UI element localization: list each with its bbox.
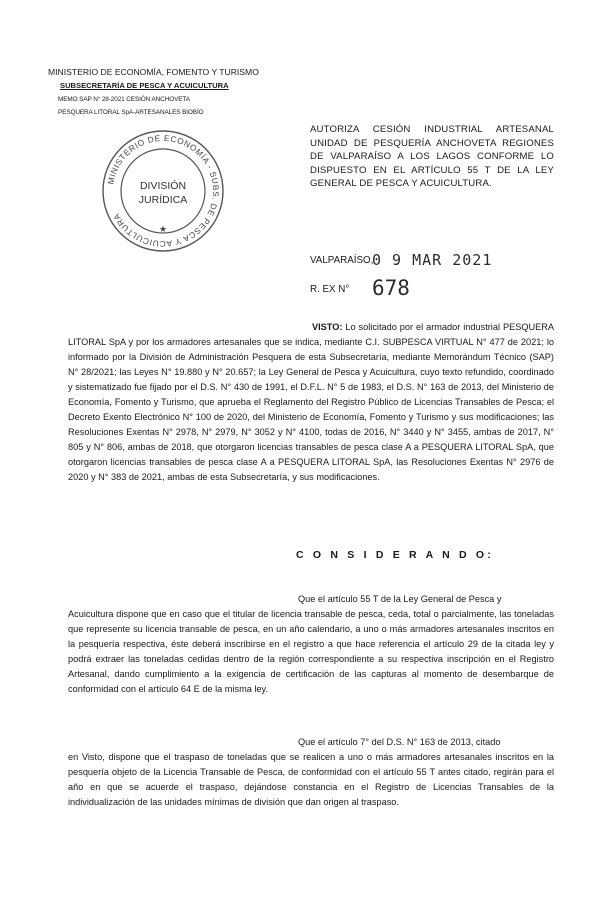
place-label: VALPARAÍSO, (310, 255, 374, 266)
subsecretaria-title: SUBSECRETARÍA DE PESCA Y ACUICULTURA (60, 81, 229, 90)
considerando-1-text: Acuicultura dispone que en caso que el titular de licencia transable de pesca, ceda, total o parcialmente, las toneladas que represente su licencia transable de pesca, en un año calendario, a uno o más armadores artesanales inscritos en la pesquería respectiva, éste deberá inscribirse en el registro a que hace referencia el artículo 29 de la citada ley y podrá extraer las toneladas cedidas dentro de la región correspondiente a su respectiva inscripción en el Registro Artesanal, dando cumplimiento a la exigencia de certificación de las capturas al momento de desembarque de conformidad con el artículo 64 E de la misma ley. (68, 609, 554, 694)
stamp-star-icon: ★ (158, 225, 168, 235)
stamp-line-1: DIVISIÓN (139, 180, 187, 192)
rex-number: 678 (372, 276, 410, 300)
considerando-1-lead: Que el artículo 55 T de la Ley General de Pesca y (298, 594, 502, 604)
resolution-date: 0 9 MAR 2021 (372, 251, 493, 269)
visto-label: VISTO: (312, 322, 343, 332)
visto-text: Lo solicitado por el armador industrial PESQUERA LITORAL SpA y por los armadores artesanales que se indica, mediante C.I. SUBPESCA VIRTUAL N° 477 de 2021; lo informado por la División de Administración Pesquera de esta Subsecretaría, mediante Memorándum Técnico (SAP) N° 28/2021; las Leyes N° 19.880 y N° 20.657; la Ley General de Pesca y Acuicultura, cuyo texto refundido, coordinado y sistematizado fue fijado por el D.S. N° 430 de 1991, el D.F.L. N° 5 de 1983, el D.S. N° 163 de 2013, del Ministerio de Economía, Fomento y Turismo, que aprueba el Reglamento del Registro Público de Licencias Transables de Pesca; el Decreto Exento Electrónico N° 100 de 2020, del Ministerio de Economía, Fomento y Turismo y sus modificaciones; las Resoluciones Exentas N° 2978, N° 2979, N° 3052 y N° 4100, todas de 2016, N° 3440 y N° 3455, ambas de 2017, N° 805 y N° 806, ambas de 2018, que otorgaron licencias transables de pesca clase A a PESQUERA LITORAL SpA, que otorgaron licencias transables de pesca clase A a PESQUERA LITORAL SpA, las Resoluciones Exentas N° 2976 de 2020 y N° 383 de 2021, ambas de esta Subsecretaría, y sus modificaciones. (68, 322, 554, 482)
memo-reference: MEMO SAP N° 28-2021 CESIÓN ANCHOVETA (58, 96, 190, 103)
case-reference: PESQUERA LITORAL SpA-ARTESANALES BIOBÍO (58, 109, 204, 116)
stamp-seal-icon (100, 128, 226, 254)
stamp-ring-text: MINISTERIO DE ECONOMÍA - SUBS. DE PESCA Y ACUICULTURA (105, 132, 222, 250)
ministry-title: MINISTERIO DE ECONOMÍA, FOMENTO Y TURISMO (48, 67, 259, 77)
stamp-line-2: JURÍDICA (138, 194, 188, 206)
division-juridica-stamp (100, 128, 226, 254)
considerando-heading: C O N S I D E R A N D O: (296, 549, 494, 561)
rex-label: R. EX N° (310, 284, 350, 295)
visto-paragraph (68, 320, 554, 485)
resolution-subject: AUTORIZA CESIÓN INDUSTRIAL ARTESANAL UNIDAD DE PESQUERÍA ANCHOVETA REGIONES DE VALPARAÍSO A LOS LAGOS CONFORME LO DISPUESTO EN EL ARTÍCULO 55 T DE LA LEY GENERAL DE PESCA Y ACUICULTURA. (310, 124, 554, 190)
considerando-2-lead: Que el artículo 7° del D.S. N° 163 de 2013, citado (298, 737, 501, 747)
considerando-2-text: en Visto, dispone que el traspaso de toneladas que se realicen a uno o más armadores artesanales inscritos en la pesquería objeto de la Licencia Transable de Pesca, de conformidad con el artículo 55 T antes citado, regirán para el año en que se acuerde el traspaso, dejándose constancia en el Registro de Licencias Transables de la individualización de las unidades mínimas de división que dan origen al traspaso. (68, 752, 554, 807)
